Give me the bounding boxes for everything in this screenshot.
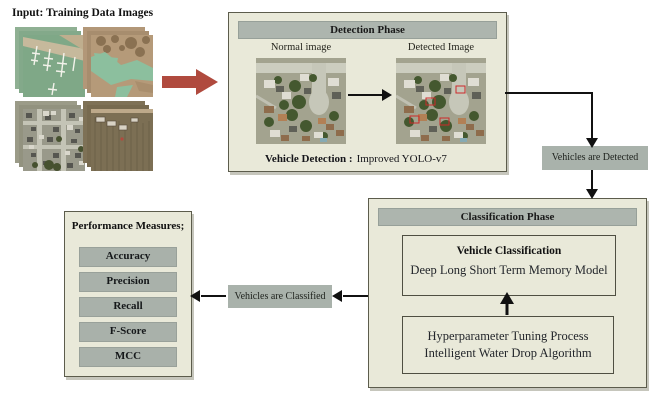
water-drop-algorithm-line: Intelligent Water Drop Algorithm xyxy=(424,346,592,360)
classification-phase-header: Classification Phase xyxy=(378,208,637,226)
performance-measures-title: Performance Measures; xyxy=(71,220,185,232)
metric-recall: Recall xyxy=(79,297,177,317)
input-image-stack-river xyxy=(83,27,153,97)
vehicle-classification-box xyxy=(402,235,616,296)
metric-f-score: F-Score xyxy=(79,322,177,342)
aerial-water-image xyxy=(23,35,85,97)
caption-regular-part: Improved YOLO-v7 xyxy=(356,153,447,165)
input-to-detection-arrow xyxy=(162,69,218,95)
aerial-field-image xyxy=(91,109,153,171)
vehicles-classified-label: Vehicles are Classified xyxy=(228,285,332,308)
detection-to-detected-label-connector xyxy=(505,93,592,139)
metric-mcc: MCC xyxy=(79,347,177,367)
detected-image-label: Detected Image xyxy=(407,42,475,53)
metric-precision: Precision xyxy=(79,272,177,292)
vehicle-detection-caption xyxy=(265,153,447,165)
input-image-stack-neighborhood xyxy=(15,101,85,171)
aerial-neighborhood-image xyxy=(23,109,85,171)
tuning-process-line: Hyperparameter Tuning Process xyxy=(427,329,589,343)
classified-label-arrowhead xyxy=(332,290,342,302)
normal-aerial-image xyxy=(256,58,346,144)
aerial-river-image xyxy=(91,35,153,97)
detection-phase-header: Detection Phase xyxy=(238,21,497,39)
input-section-title: Input: Training Data Images xyxy=(12,7,154,19)
normal-image-label: Normal image xyxy=(270,42,332,53)
classification-phase-box xyxy=(368,198,647,388)
input-image-stack-water xyxy=(15,27,85,97)
hyperparameter-tuning-box xyxy=(402,316,614,374)
input-image-stack-field xyxy=(83,101,153,171)
caption-bold-part: Vehicle Detection : xyxy=(265,153,353,165)
detection-phase-box xyxy=(228,12,507,172)
vehicle-classification-title: Vehicle Classification xyxy=(456,245,562,257)
detected-aerial-image xyxy=(396,58,486,144)
vehicle-classification-model: Deep Long Short Term Memory Model xyxy=(410,263,608,277)
metric-accuracy: Accuracy xyxy=(79,247,177,267)
vehicles-detected-label: Vehicles are Detected xyxy=(542,146,648,170)
performance-measures-box xyxy=(64,211,192,377)
